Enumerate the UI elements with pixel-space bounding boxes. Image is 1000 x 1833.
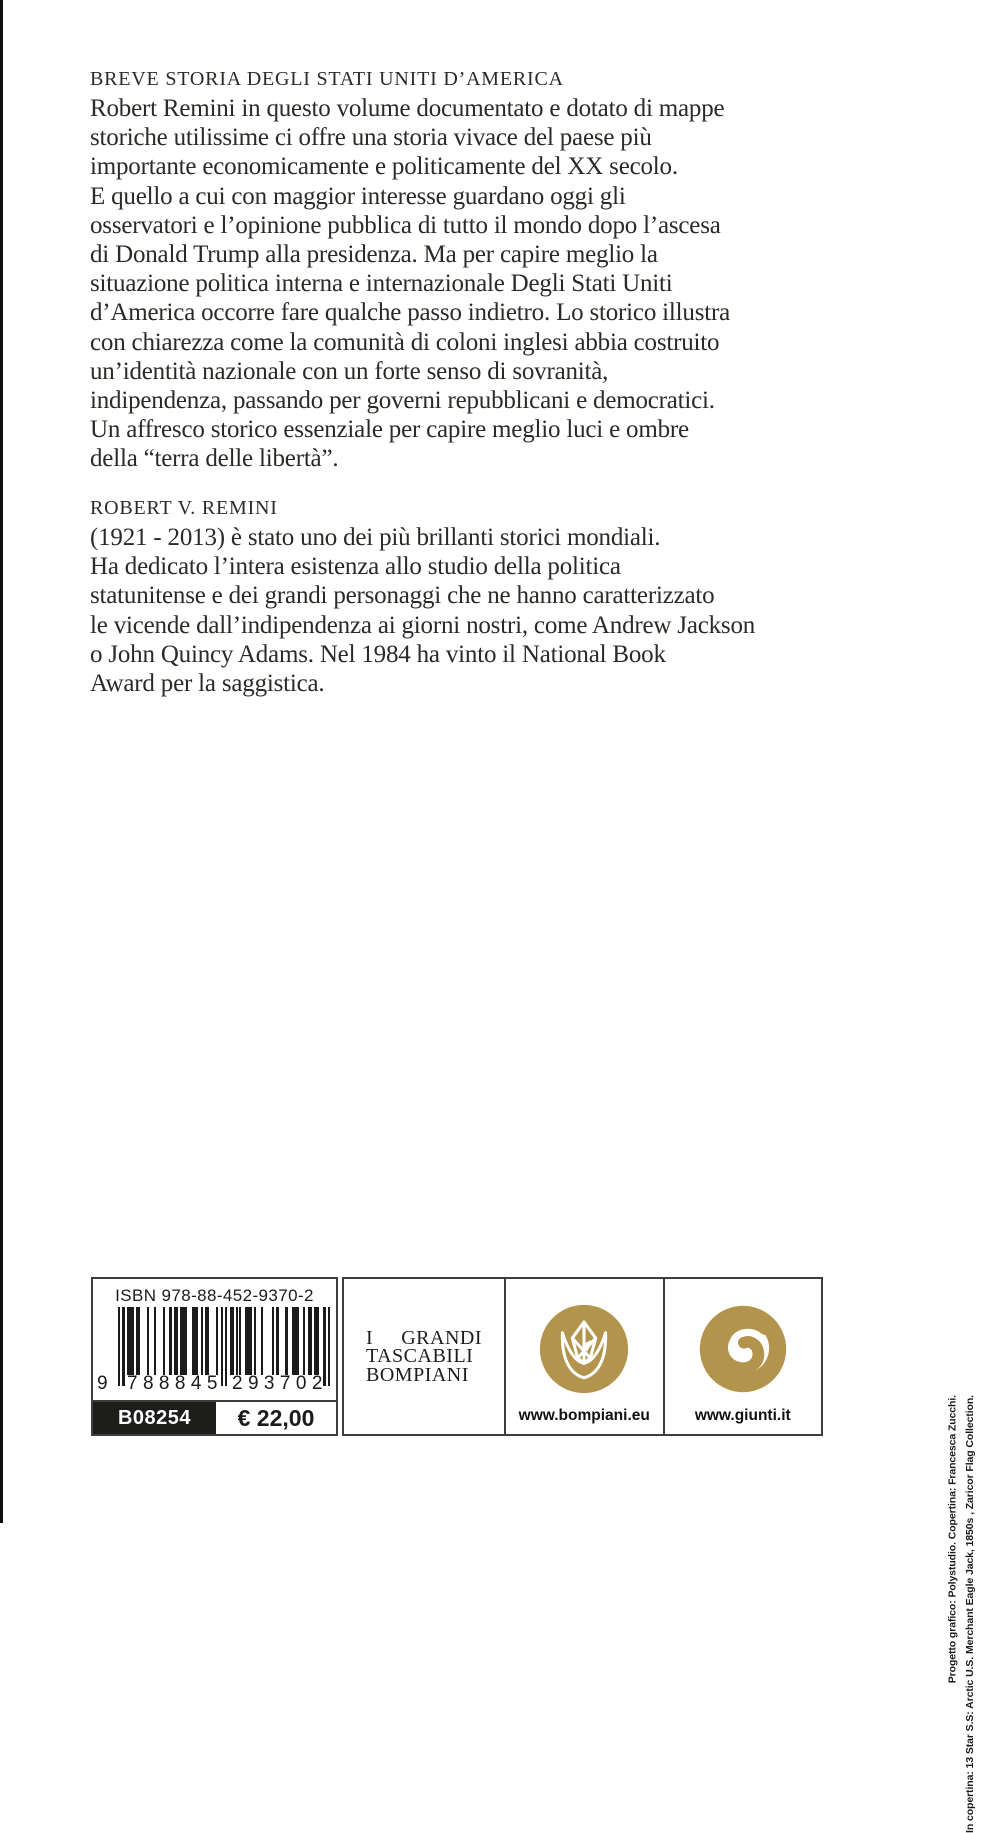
synopsis-line: storiche utilissime ci offre una storia vivace del paese più — [90, 124, 652, 152]
synopsis-line: osservatori e l’opinione pubblica di tutto il mondo dopo l’ascesa — [90, 211, 721, 239]
author-bio-block — [90, 474, 860, 698]
giunti-url: www.giunti.it — [694, 1407, 791, 1424]
cover-credit-progetto: Progetto grafico: Polystudio. Copertina: Francesca Zucchi. — [946, 1395, 958, 1684]
synopsis-line: con chiarezza come la comunità di coloni inglesi abbia costruito — [90, 328, 720, 356]
barcode-digit-lead: 9 — [97, 1373, 108, 1394]
price-label: € 22,00 — [237, 1404, 315, 1431]
imprint-line: I GRANDI — [366, 1326, 482, 1349]
imprint-line: BOMPIANI — [366, 1363, 469, 1386]
synopsis-line: indipendenza, passando per governi repubblicani e democratici. — [90, 387, 715, 415]
imprint-line: TASCABILI — [366, 1345, 474, 1368]
bompiani-tulip-icon — [539, 1304, 629, 1394]
synopsis-line: Robert Remini in questo volume documentato e dotato di mappe — [90, 95, 725, 122]
bio-line: statunitense e dei grandi personaggi che ne hanno caratterizzato — [90, 582, 715, 610]
synopsis-line: d’America occorre fare qualche passo indietro. Lo storico illustra — [90, 299, 731, 327]
bio-line: le vicende dall’indipendenza ai giorni nostri, come Andrew Jackson — [90, 611, 756, 639]
book-title: BREVE STORIA DEGLI STATI UNITI D’AMERICA — [90, 68, 564, 90]
bompiani-cell — [504, 1279, 663, 1434]
bio-line: o John Quincy Adams. Nel 1984 ha vinto il National Book — [90, 640, 666, 668]
bio-line: (1921 - 2013) è stato uno dei più brillanti storici mondiali. — [90, 524, 661, 551]
publisher-strip — [342, 1277, 823, 1436]
price-row — [93, 1400, 336, 1434]
product-code-badge: B08254 — [93, 1402, 216, 1434]
bio-line: Award per la saggistica. — [90, 670, 325, 698]
imprint-box — [344, 1279, 504, 1434]
synopsis-line: un’identità nazionale con un forte senso di sovranità, — [90, 357, 609, 385]
isbn-price-box — [91, 1277, 338, 1436]
synopsis-line: Un affresco storico essenziale per capire meglio luci e ombre — [90, 416, 689, 444]
synopsis-line: di Donald Trump alla presidenza. Ma per capire meglio la — [90, 241, 658, 269]
synopsis-line: importante economicamente e politicamente del XX secolo. — [90, 153, 678, 181]
synopsis-line: della “terra delle libertà”. — [90, 445, 339, 473]
bompiani-url: www.bompiani.eu — [518, 1407, 650, 1424]
author-name: ROBERT V. REMINI — [90, 497, 278, 519]
isbn-label: ISBN 978-88-452-9370-2 — [115, 1286, 314, 1305]
giunti-cell — [663, 1279, 822, 1434]
cover-credit-copertina: In copertina: 13 Star S.S: Arctic U.S. Merchant Eagle Jack, 1850s , Zaricor Flag Collection. — [964, 1395, 976, 1833]
barcode-digits-left: 788845 — [127, 1373, 223, 1394]
spine-edge-strip — [0, 0, 3, 1523]
synopsis-line: E quello a cui con maggior interesse guardano oggi gli — [90, 182, 626, 210]
barcode-digits-right: 293702 — [232, 1373, 328, 1394]
synopsis-line: situazione politica interna e internazionale Degli Stati Uniti — [90, 270, 673, 298]
giunti-spiral-icon — [698, 1304, 788, 1394]
bio-line: Ha dedicato l’intera esistenza allo studio della politica — [90, 553, 621, 581]
synopsis-block — [90, 64, 860, 474]
